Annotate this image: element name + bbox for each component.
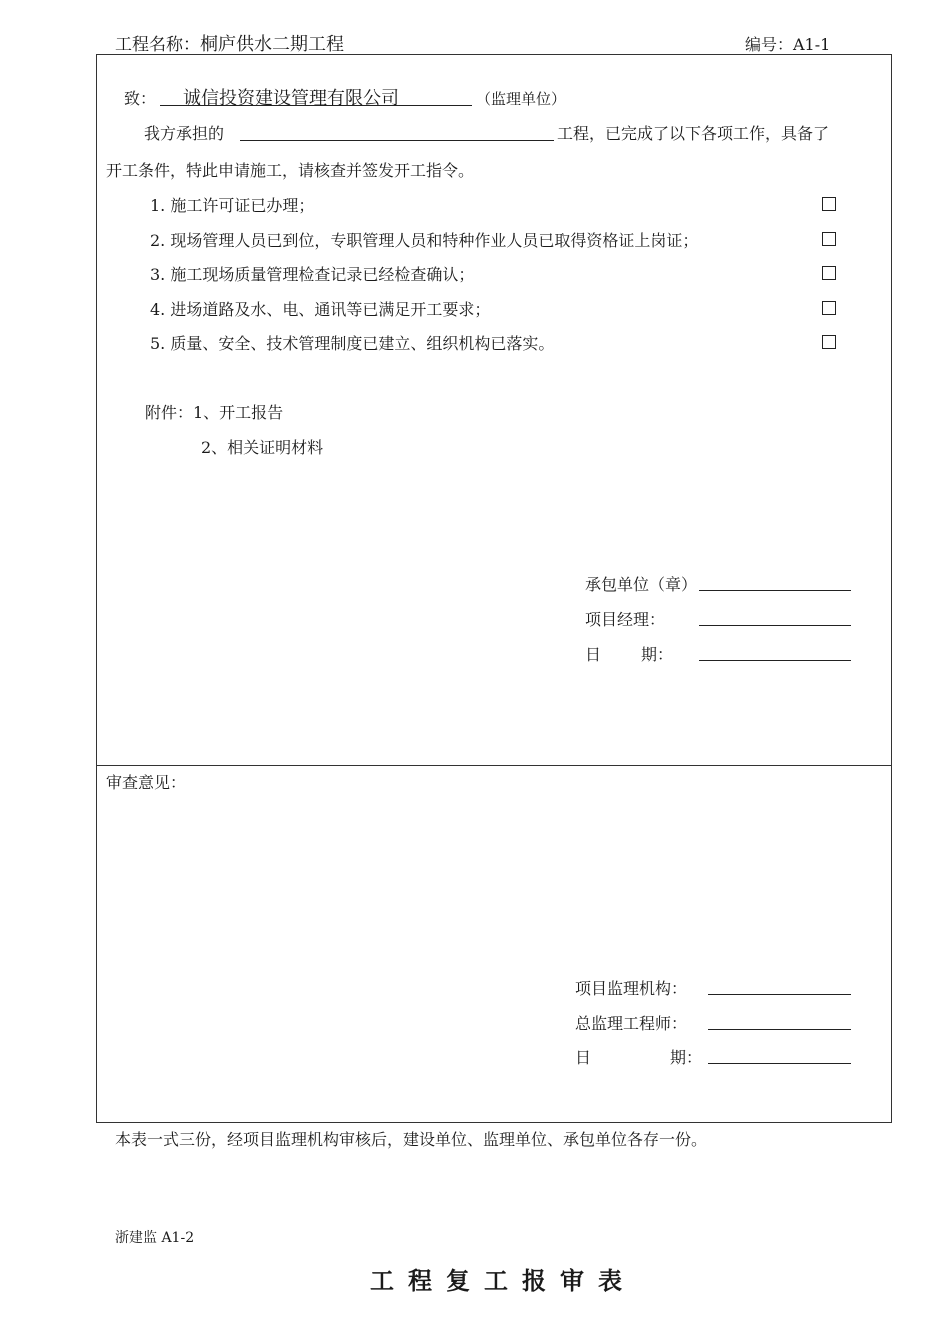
contractor-unit-line[interactable] [699, 590, 851, 591]
item-3-checkbox[interactable] [822, 266, 836, 280]
review-date-label-1: 日 [575, 1048, 592, 1067]
item-5-checkbox[interactable] [822, 335, 836, 349]
to-company: 诚信投资建设管理有限公司 [183, 88, 399, 109]
project-name: 桐庐供水二期工程 [200, 34, 344, 55]
project-underline [240, 140, 554, 141]
contractor-unit-label: 承包单位（章） [585, 575, 698, 594]
item-2-checkbox[interactable] [822, 232, 836, 246]
attachment-2: 2、相关证明材料 [201, 438, 324, 457]
next-form-title: 工程复工报审表 [370, 1267, 636, 1295]
item-3: 3. 施工现场质量管理检查记录已经检查确认； [150, 265, 475, 284]
chief-engineer-line[interactable] [708, 1029, 851, 1030]
project-manager-line[interactable] [699, 625, 851, 626]
intro-prefix: 我方承担的 [144, 124, 225, 143]
item-1: 1. 施工许可证已办理； [150, 196, 315, 215]
to-label: 致： [124, 89, 157, 108]
section-divider [96, 765, 891, 766]
intro-suffix: 工程，已完成了以下各项工作，具备了 [557, 124, 830, 143]
item-2: 2. 现场管理人员已到位，专职管理人员和特种作业人员已取得资格证上岗证； [150, 231, 699, 250]
contractor-date-line[interactable] [699, 660, 851, 661]
intro-line2: 开工条件，特此申请施工，请核查并签发开工指令。 [106, 161, 475, 180]
project-manager-label: 项目经理： [585, 610, 666, 629]
to-company-underline [160, 105, 472, 106]
contractor-date-label-1: 日 [585, 645, 602, 664]
supervision-org-label: 项目监理机构： [575, 979, 688, 998]
next-form-code: 浙建监 A1-2 [115, 1230, 195, 1246]
review-label: 审查意见： [106, 773, 187, 792]
contractor-date-label-2: 期： [641, 645, 674, 664]
attachments-label: 附件：1、开工报告 [145, 403, 284, 422]
supervision-org-line[interactable] [708, 994, 851, 995]
item-4: 4. 进场道路及水、电、通讯等已满足开工要求； [150, 300, 491, 319]
form-number: 编号：A1-1 [745, 35, 831, 54]
item-1-checkbox[interactable] [822, 197, 836, 211]
project-label: 工程名称： [115, 35, 200, 55]
footer-note: 本表一式三份，经项目监理机构审核后，建设单位、监理单位、承包单位各存一份。 [115, 1130, 708, 1149]
to-suffix: （监理单位） [476, 90, 567, 108]
project-name-line [115, 30, 344, 56]
item-5: 5. 质量、安全、技术管理制度已建立、组织机构已落实。 [150, 334, 555, 353]
review-date-line[interactable] [708, 1063, 851, 1064]
item-4-checkbox[interactable] [822, 301, 836, 315]
review-date-label-2: 期： [670, 1048, 703, 1067]
chief-engineer-label: 总监理工程师： [575, 1014, 688, 1033]
